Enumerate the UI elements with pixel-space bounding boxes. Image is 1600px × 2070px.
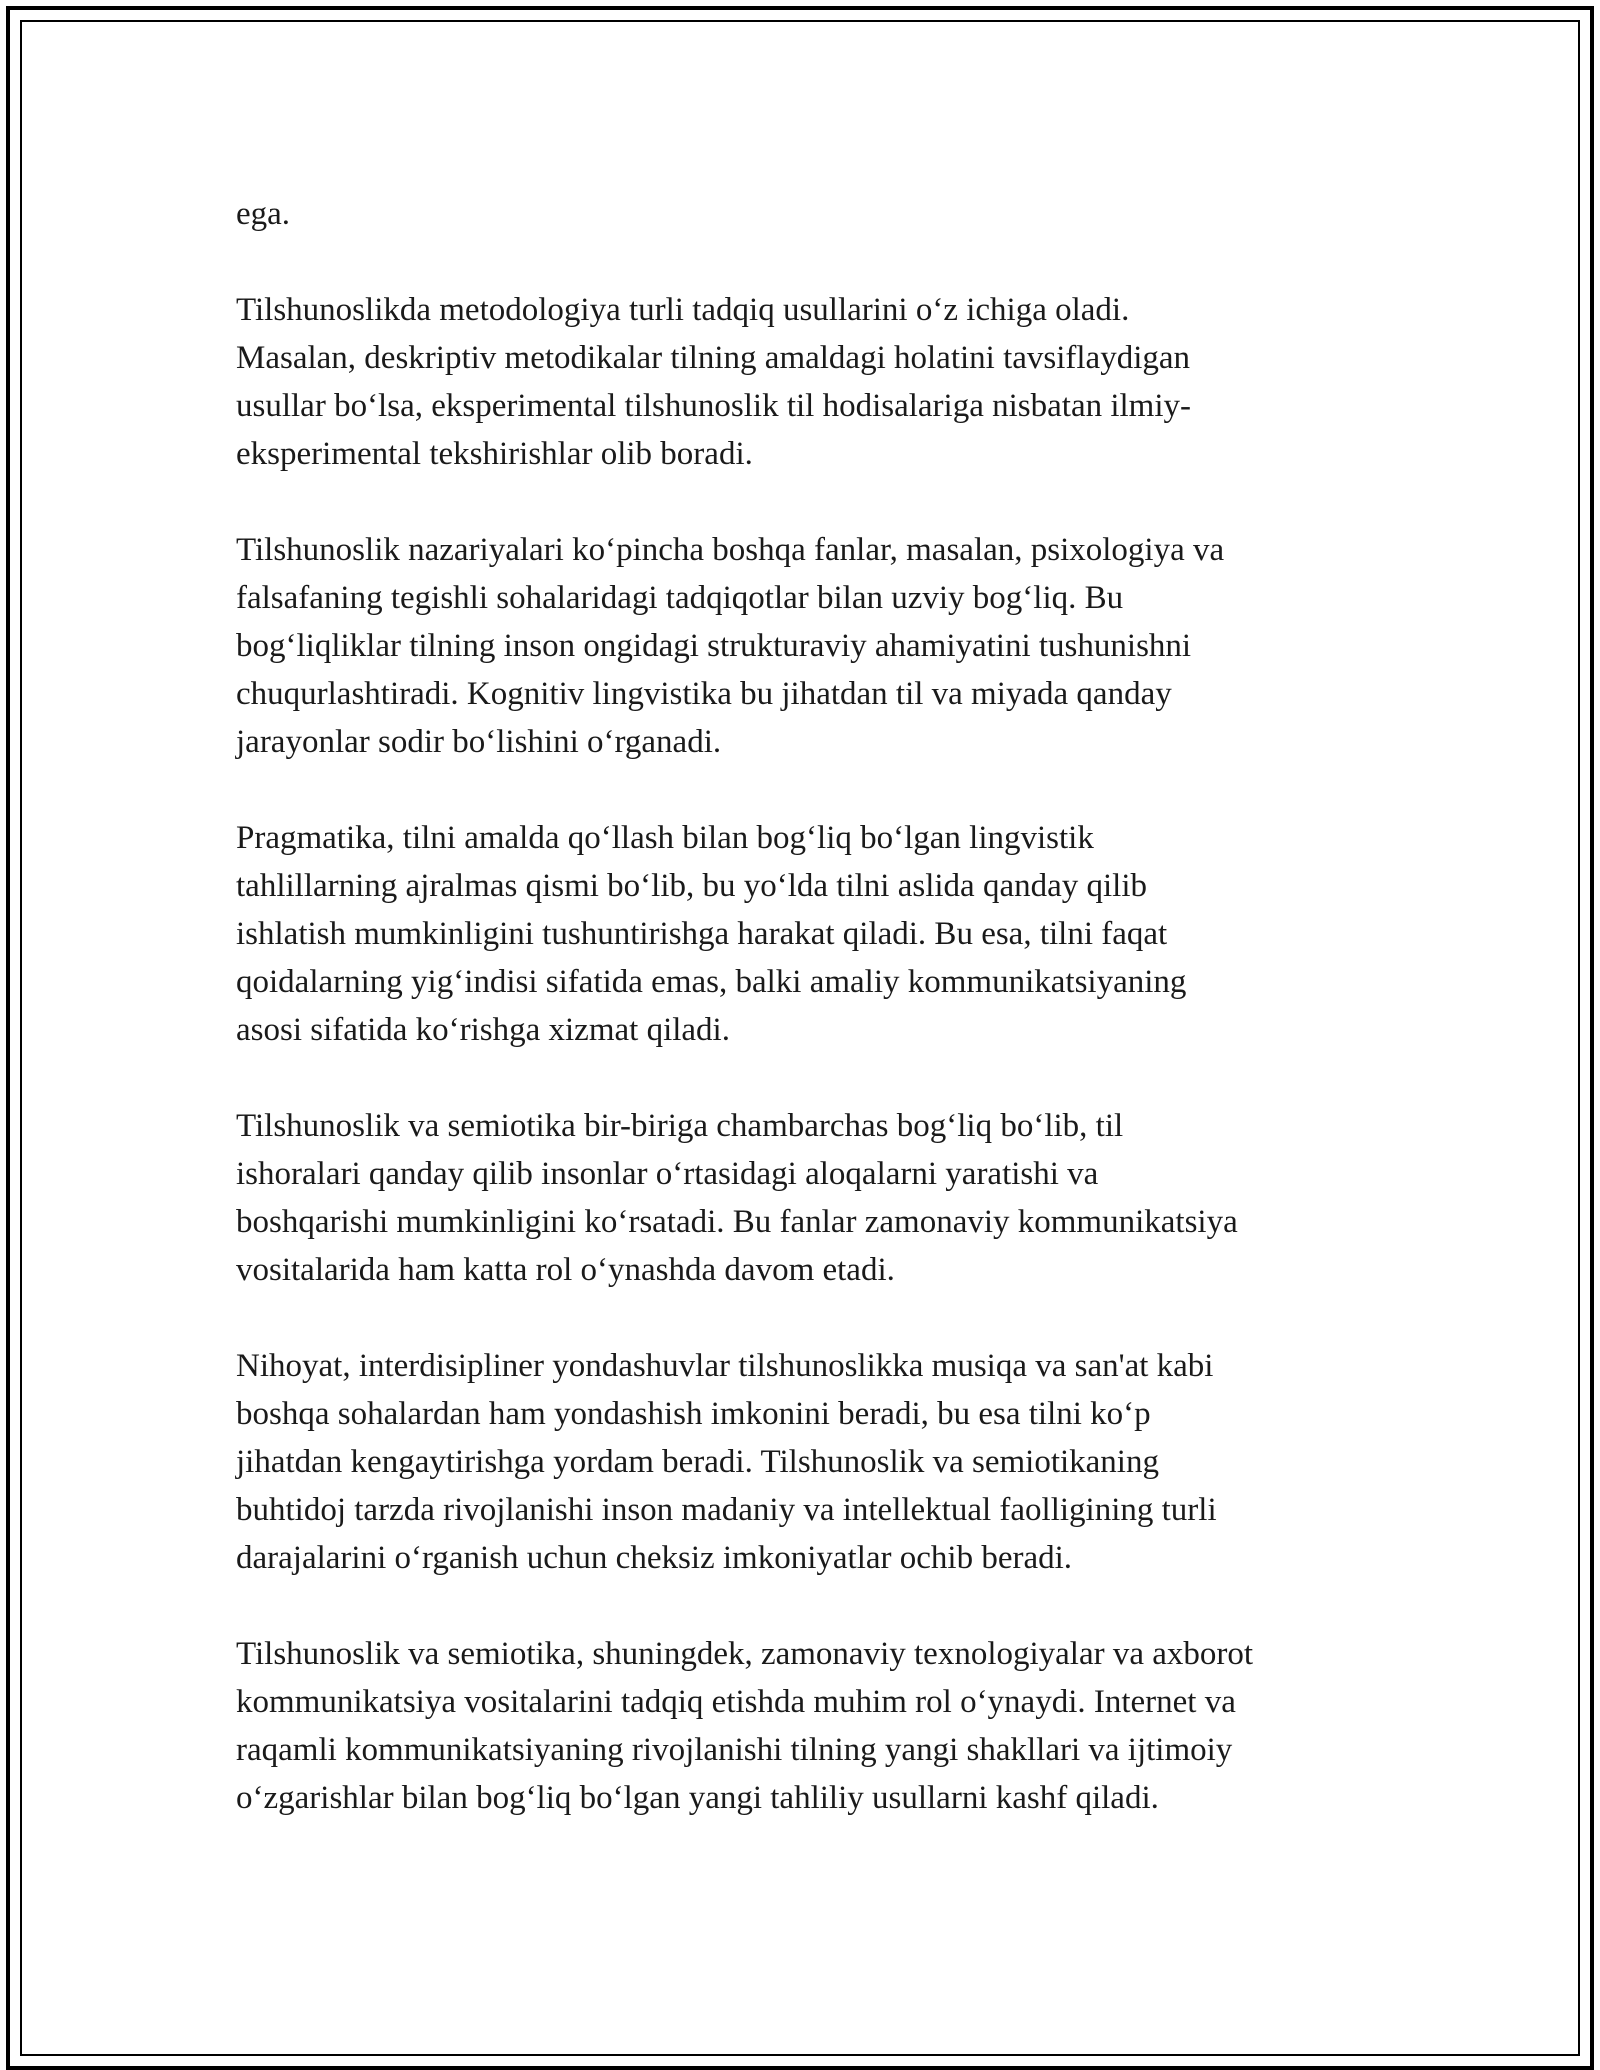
text-line: ishoralari qanday qilib insonlar o‘rtasidagi aloqalarni yaratishi va xyxy=(236,1156,1099,1192)
text-line: o‘zgarishlar bilan bog‘liq bo‘lgan yangi tahliliy usullarni kashf qiladi. xyxy=(236,1780,1159,1816)
text-line: Nihoyat, interdisipliner yondashuvlar tilshunoslikka musiqa va san'at kabi xyxy=(236,1348,1214,1384)
text-line: qoidalarning yig‘indisi sifatida emas, balki amaliy kommunikatsiyaning xyxy=(236,964,1187,1000)
text-line: Pragmatika, tilni amalda qo‘llash bilan bog‘liq bo‘lgan lingvistik xyxy=(236,820,1094,856)
text-line: bog‘liqliklar tilning inson ongidagi strukturaviy ahamiyatini tushunishni xyxy=(236,628,1192,664)
text-line: boshqarishi mumkinligini ko‘rsatadi. Bu fanlar zamonaviy kommunikatsiya xyxy=(236,1204,1238,1240)
text-line: raqamli kommunikatsiyaning rivojlanishi tilning yangi shakllari va ijtimoiy xyxy=(236,1732,1233,1768)
text-line: darajalarini o‘rganish uchun cheksiz imkoniyatlar ochib beradi. xyxy=(236,1540,1073,1576)
text-line: eksperimental tekshirishlar olib boradi. xyxy=(236,436,753,472)
text-line: jarayonlar sodir bo‘lishini o‘rganadi. xyxy=(236,724,722,760)
text-line: vositalarida ham katta rol o‘ynashda davom etadi. xyxy=(236,1252,895,1288)
text-line: jihatdan kengaytirishga yordam beradi. Tilshunoslik va semiotikaning xyxy=(236,1444,1159,1480)
paragraph xyxy=(236,1102,1386,1294)
text-line: buhtidoj tarzda rivojlanishi inson madaniy va intellektual faolligining turli xyxy=(236,1492,1217,1528)
text-line: Tilshunoslik nazariyalari ko‘pincha boshqa fanlar, masalan, psixologiya va xyxy=(236,532,1225,568)
text-line: Tilshunoslik va semiotika, shuningdek, zamonaviy texnologiyalar va axborot xyxy=(236,1636,1254,1672)
text-line: chuqurlashtiradi. Kognitiv lingvistika bu jihatdan til va miyada qanday xyxy=(236,676,1172,712)
document-body xyxy=(236,190,1386,1870)
paragraph xyxy=(236,814,1386,1054)
text-line: Tilshunoslikda metodologiya turli tadqiq usullarini o‘z ichiga oladi. xyxy=(236,292,1130,328)
text-line: ega. xyxy=(236,196,291,232)
text-line: Masalan, deskriptiv metodikalar tilning amaldagi holatini tavsiflaydigan xyxy=(236,340,1191,376)
text-line: falsafaning tegishli sohalaridagi tadqiqotlar bilan uzviy bog‘liq. Bu xyxy=(236,580,1124,616)
text-line: ishlatish mumkinligini tushuntirishga harakat qiladi. Bu esa, tilni faqat xyxy=(236,916,1168,952)
paragraph xyxy=(236,190,1386,238)
text-line: asosi sifatida ko‘rishga xizmat qiladi. xyxy=(236,1012,730,1048)
text-line: boshqa sohalardan ham yondashish imkonini beradi, bu esa tilni ko‘p xyxy=(236,1396,1151,1432)
text-line: usullar bo‘lsa, eksperimental tilshunoslik til hodisalariga nisbatan ilmiy- xyxy=(236,388,1192,424)
text-line: kommunikatsiya vositalarini tadqiq etishda muhim rol o‘ynaydi. Internet va xyxy=(236,1684,1236,1720)
paragraph xyxy=(236,286,1386,478)
paragraph xyxy=(236,1630,1386,1822)
text-line: Tilshunoslik va semiotika bir-biriga chambarchas bog‘liq bo‘lib, til xyxy=(236,1108,1124,1144)
text-line: tahlillarning ajralmas qismi bo‘lib, bu yo‘lda tilni aslida qanday qilib xyxy=(236,868,1147,904)
paragraph xyxy=(236,1342,1386,1582)
paragraph xyxy=(236,526,1386,766)
